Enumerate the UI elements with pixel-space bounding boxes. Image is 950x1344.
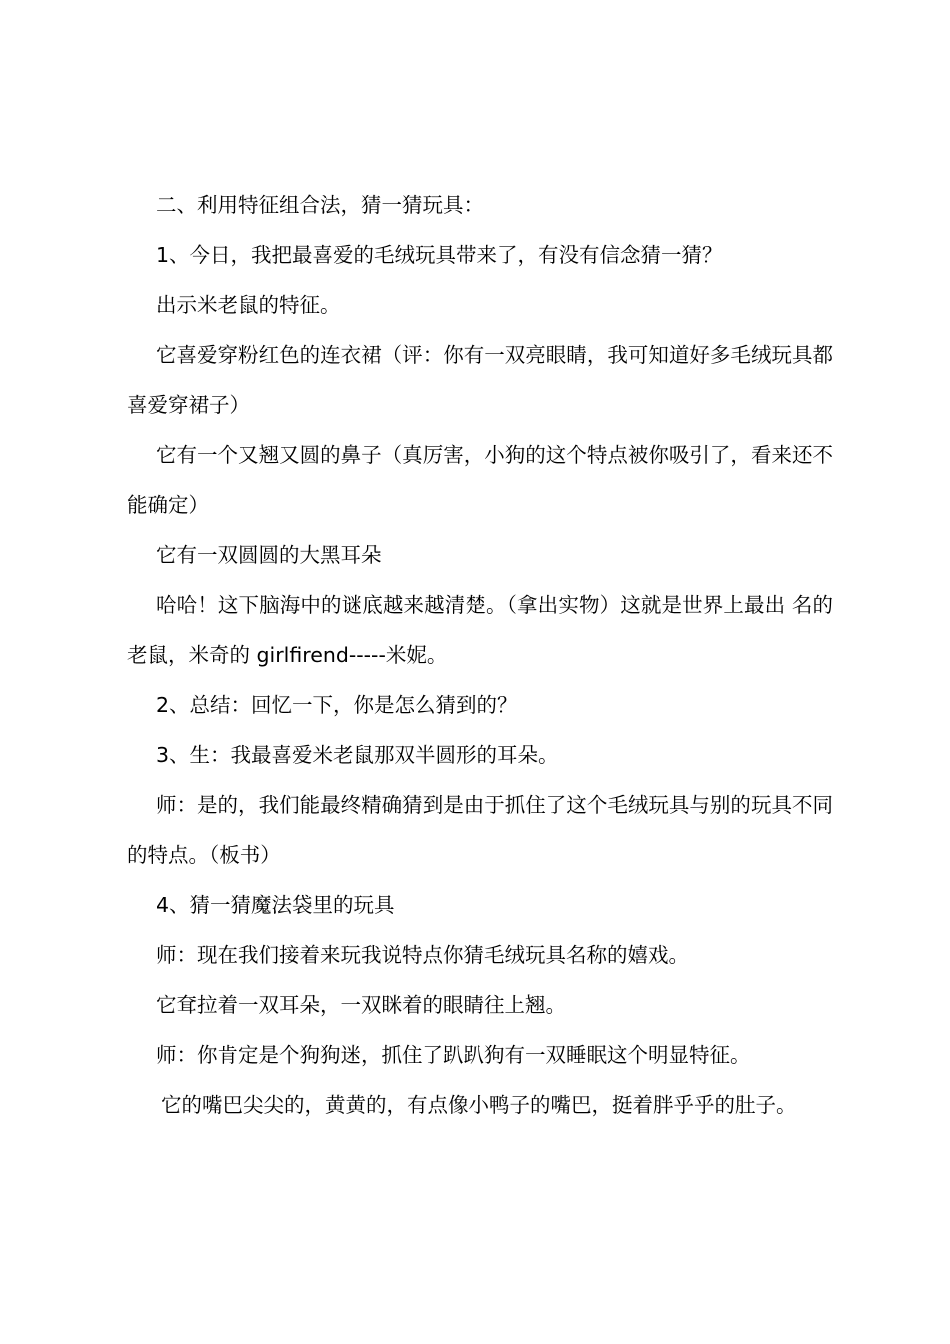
paragraph: 师：是的，我们能最终精确猜到是由于抓住了这个毛绒玩具与别的玩具不同的特点。（板书） [127,793,833,867]
paragraph: 它的嘴巴尖尖的，黄黄的，有点像小鸭子的嘴巴，挺着胖乎乎的肚子。 [161,1093,797,1117]
paragraph: 出示米老鼠的特征。 [156,293,341,317]
paragraph: 哈哈！这下脑海中的谜底越来越清楚。（拿出实物）这就是世界上最出 名的老鼠，米奇的 girlfirend-----米妮。 [127,593,833,667]
document-body [127,180,833,1130]
paragraph: 4、猜一猜魔法袋里的玩具 [156,893,395,917]
paragraph: 它喜爱穿粉红色的连衣裙（评：你有一双亮眼睛，我可知道好多毛绒玩具都喜爱穿裙子） [127,343,833,417]
paragraph: 2、总结：回忆一下，你是怎么猜到的？ [156,693,518,717]
paragraph: 1、今日，我把最喜爱的毛绒玩具带来了，有没有信念猜一猜？ [156,243,723,267]
paragraph: 3、生：我最喜爱米老鼠那双半圆形的耳朵。 [156,743,559,767]
paragraph: 它有一个又翘又圆的鼻子（真厉害，小狗的这个特点被你吸引了，看来还不能确定） [127,443,833,517]
paragraph: 它耷拉着一双耳朵，一双眯着的眼睛往上翘。 [156,993,566,1017]
paragraph: 师：你肯定是个狗狗迷，抓住了趴趴狗有一双睡眠这个明显特征。 [156,1043,751,1067]
paragraph: 它有一双圆圆的大黑耳朵 [156,543,382,567]
paragraph-heading: 二、利用特征组合法，猜一猜玩具： [156,193,484,217]
paragraph: 师：现在我们接着来玩我说特点你猜毛绒玩具名称的嬉戏。 [156,943,689,967]
